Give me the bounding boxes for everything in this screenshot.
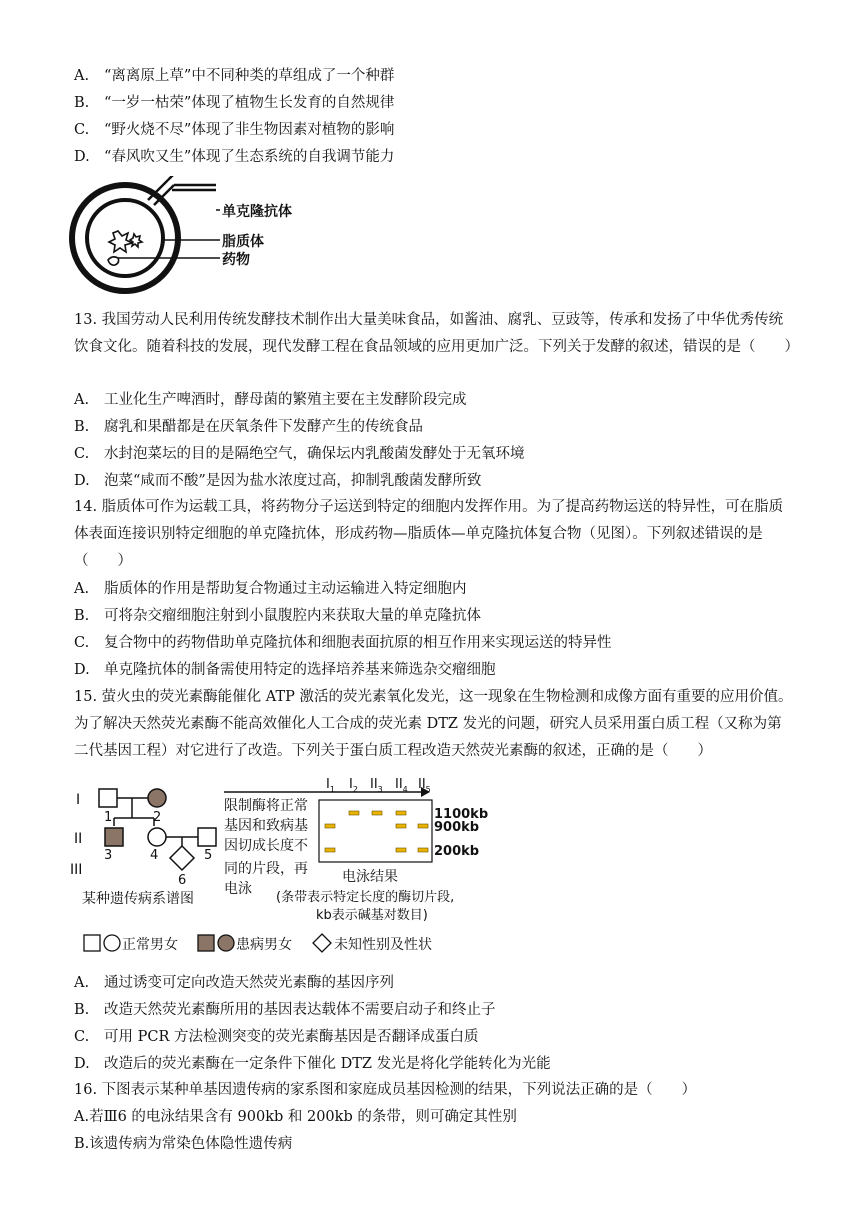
band-I1-200 — [325, 848, 335, 852]
legend-normal-label: 正常男女 — [122, 937, 178, 953]
q14-option-a: A. 脂质体的作用是帮助复合物通过主动运输进入特定细胞内 — [74, 581, 467, 597]
legend-affected-male-icon — [198, 935, 214, 951]
q16-stem: 16. 下图表示某种单基因遗传病的家系图和家庭成员基因检测的结果，下列说法正确的是（ ） — [74, 1082, 697, 1098]
size-200: 200kb — [434, 844, 480, 859]
band-II5-200 — [418, 848, 428, 852]
q13-option-b: B. 腐乳和果醋都是在厌氧条件下发酵产生的传统食品 — [74, 419, 423, 435]
generation-I-label: I — [76, 792, 81, 808]
q15-option-d: D. 改造后的荧光素酶在一定条件下催化 DTZ 发光是将化学能转化为光能 — [74, 1056, 551, 1072]
pedigree-gel-figure — [66, 772, 506, 964]
individual-I2-affected-female — [148, 789, 166, 807]
svg-text:I2: $I_2$ — [349, 777, 358, 794]
arrow-text-1: 限制酶将正常 — [224, 798, 308, 814]
arrow-text-4: 同的片段，再 — [224, 861, 308, 877]
legend-normal-female-icon — [104, 935, 120, 951]
gel-note-2: kb表示碱基对数目) — [316, 908, 428, 923]
drug-bean-icon — [108, 257, 119, 265]
legend-affected-label: 患病男女 — [236, 937, 292, 953]
q15-option-b: B. 改造天然荧光素酶所用的基因表达载体不需要启动子和终止子 — [74, 1002, 496, 1018]
q12-option-b: B. “一岁一枯荣”体现了植物生长发育的自然规律 — [74, 95, 395, 111]
q13-stem: 13. 我国劳动人民利用传统发酵技术制作出大量美味食品，如酱油、腐乳、豆豉等，传承和发扬了中华优秀传统饮食文化。随着科技的发展，现代发酵工程在食品领域的应用更加广泛。下列关于发酵的叙述，错误的是（ ） — [74, 312, 799, 355]
label-I2: 2 — [153, 810, 162, 825]
q12-option-d: D. “春风吹又生”体现了生态系统的自我调节能力 — [74, 149, 395, 165]
svg-text:I1: $I_1$ — [326, 777, 335, 794]
label-II3: 3 — [104, 848, 113, 863]
generation-III-label: III — [70, 862, 83, 878]
individual-II5-normal-male — [198, 828, 216, 846]
antibody-shape — [148, 176, 216, 205]
svg-text:II5: $II_5$ — [418, 777, 431, 794]
band-II4-900 — [396, 824, 406, 828]
generation-II-label: II — [74, 831, 83, 847]
liposome-figure — [68, 176, 318, 294]
q15-stem: 15. 萤火虫的荧光素酶能催化 ATP 激活的荧光素氧化发光，这一现象在生物检测和成像方面有重要的应用价值。为了解决天然荧光素酶不能高效催化人工合成的荧光素 DTZ 发光的问题，研究人员采用蛋白质工程（又称为第二代基因工程）对它进行了改造。下列关于蛋白质工程改造天然荧光素酶的叙述，正确的是（ ） — [74, 689, 793, 759]
q12-option-c: C. “野火烧不尽”体现了非生物因素对植物的影响 — [74, 122, 395, 138]
gel-note-1: (条带表示特定长度的酶切片段, — [276, 890, 455, 905]
gel-caption: 电泳结果 — [342, 869, 398, 885]
svg-text:II4: $II_4$ — [395, 777, 408, 794]
gel-box — [319, 800, 432, 862]
q16-option-b: B.该遗传病为常染色体隐性遗传病 — [74, 1136, 293, 1152]
q14-option-d: D. 单克隆抗体的制备需使用特定的选择培养基来筛选杂交瘤细胞 — [74, 662, 496, 678]
q14-stem: 14. 脂质体可作为运载工具，将药物分子运送到特定的细胞内发挥作用。为了提高药物运送的特异性，可在脂质体表面连接识别特定细胞的单克隆抗体，形成药物—脂质体—单克隆抗体复合物（见图）。下列叙述错误的是（ ） — [74, 499, 784, 569]
q16-option-a: A.若Ⅲ6 的电泳结果含有 900kb 和 200kb 的条带，则可确定其性别 — [74, 1109, 517, 1125]
band-II4-1100 — [396, 811, 406, 815]
q13-option-c: C. 水封泡菜坛的目的是隔绝空气，确保坛内乳酸菌发酵处于无氧环境 — [74, 446, 525, 462]
label-II4: 4 — [150, 848, 159, 863]
arrow-text-2: 基因和致病基 — [224, 818, 308, 834]
legend-unknown-icon — [313, 934, 331, 952]
arrow-text-5: 电泳 — [224, 881, 252, 897]
drug-star-icon — [109, 231, 142, 252]
legend-normal-male-icon — [84, 935, 100, 951]
band-I2-1100 — [349, 811, 359, 815]
q14-option-c: C. 复合物中的药物借助单克隆抗体和细胞表面抗原的相互作用来实现运送的特异性 — [74, 635, 612, 651]
size-900: 900kb — [434, 820, 480, 835]
label-drug: 药物 — [222, 252, 250, 268]
band-I1-900 — [325, 824, 335, 828]
label-liposome: 脂质体 — [222, 234, 264, 250]
arrow-text-3: 因切成长度不 — [224, 838, 308, 854]
label-antibody: 单克隆抗体 — [222, 204, 292, 220]
legend-unknown-label: 未知性别及性状 — [334, 937, 432, 953]
q12-option-a: A. “离离原上草”中不同种类的草组成了一个种群 — [74, 68, 395, 84]
individual-I1-normal-male — [99, 789, 117, 807]
band-II5-900 — [418, 824, 428, 828]
q13-option-d: D. 泡菜“咸而不酸”是因为盐水浓度过高，抑制乳酸菌发酵所致 — [74, 473, 482, 489]
label-II5: 5 — [204, 848, 213, 863]
q13-option-a: A. 工业化生产啤酒时，酵母菌的繁殖主要在主发酵阶段完成 — [74, 392, 467, 408]
legend-affected-female-icon — [218, 935, 234, 951]
label-III6: 6 — [178, 873, 187, 888]
individual-II4-normal-female — [148, 828, 166, 846]
individual-III6-unknown — [170, 846, 194, 870]
svg-text:II3: $II_3$ — [370, 777, 383, 794]
individual-II3-affected-male — [105, 828, 123, 846]
q15-option-a: A. 通过诱变可定向改造天然荧光素酶的基因序列 — [74, 975, 394, 991]
size-1100: 1100kb — [434, 807, 489, 822]
pedigree-caption: 某种遗传病系谱图 — [82, 891, 194, 907]
band-II4-200 — [396, 848, 406, 852]
q15-option-c: C. 可用 PCR 方法检测突变的荧光素酶基因是否翻译成蛋白质 — [74, 1029, 479, 1045]
band-II3-1100 — [372, 811, 382, 815]
q14-option-b: B. 可将杂交瘤细胞注射到小鼠腹腔内来获取大量的单克隆抗体 — [74, 608, 481, 624]
label-I1: 1 — [104, 810, 113, 825]
